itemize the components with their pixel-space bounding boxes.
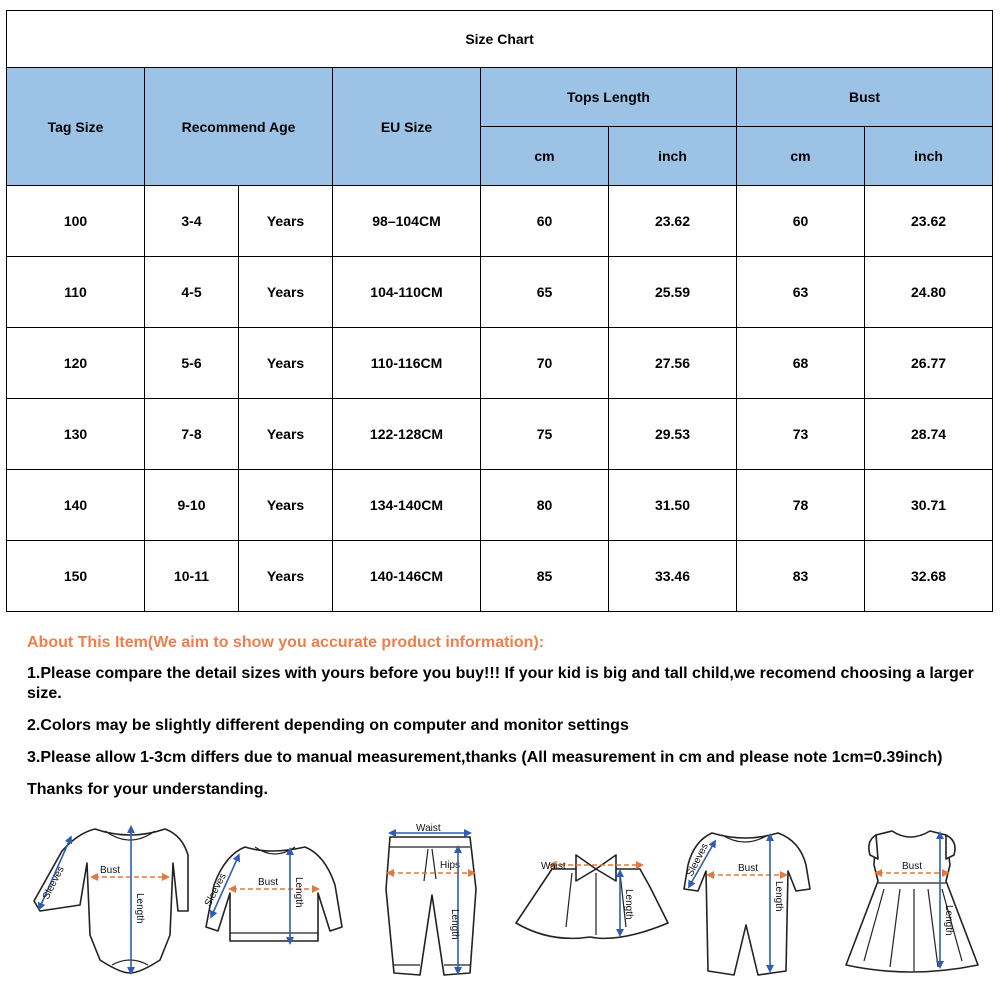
age-cell: 7-8 [145,399,239,470]
age-cell: 10-11 [145,541,239,612]
bust-inch-cell: 23.62 [865,186,993,257]
note-thanks: Thanks for your understanding. [27,781,268,798]
waist-label: Waist [541,861,566,872]
bust-cm-cell: 78 [737,470,865,541]
length-label: Length [943,905,954,936]
sleeves-label: Sleeves [684,841,711,879]
dress-illustration [846,831,978,972]
bust-inch-cell: 32.68 [865,541,993,612]
length-inch-cell: 29.53 [609,399,737,470]
bust-label: Bust [738,863,759,874]
length-inch-cell: 25.59 [609,257,737,328]
table-row [7,399,993,470]
long-sleeve-top-illustration [203,847,342,941]
age-unit-cell: Years [239,541,333,612]
length-cm-cell: 70 [481,328,609,399]
bust-cm-cell: 68 [737,328,865,399]
size-chart-table [6,10,993,612]
note-colors: 2.Colors may be slightly different depending on computer and monitor settings [27,717,629,734]
length-inch-cell: 31.50 [609,470,737,541]
bust-inch-cell: 26.77 [865,328,993,399]
age-cell: 9-10 [145,470,239,541]
age-unit-cell: Years [239,186,333,257]
header-tops-length: Tops Length [481,68,737,127]
tag-size-cell: 130 [7,399,145,470]
age-unit-cell: Years [239,328,333,399]
tutu-skirt-illustration [516,855,668,938]
eu-size-cell: 110-116CM [333,328,481,399]
age-unit-cell: Years [239,470,333,541]
bust-cm-cell: 60 [737,186,865,257]
header-recommend-age: Recommend Age [145,68,333,186]
hips-label: Hips [440,860,461,871]
bust-label: Bust [100,865,121,876]
header-bust-inch: inch [865,127,993,186]
bust-cm-cell: 63 [737,257,865,328]
bust-label: Bust [258,877,279,888]
bust-cm-cell: 73 [737,399,865,470]
age-cell: 4-5 [145,257,239,328]
bust-inch-cell: 24.80 [865,257,993,328]
eu-size-cell: 134-140CM [333,470,481,541]
length-cm-cell: 65 [481,257,609,328]
header-tag-size: Tag Size [7,68,145,186]
eu-size-cell: 98–104CM [333,186,481,257]
size-chart-title: Size Chart [7,11,993,68]
length-label: Length [293,877,304,908]
header-eu-size: EU Size [333,68,481,186]
bust-inch-cell: 30.71 [865,470,993,541]
waist-label: Waist [416,823,441,834]
age-cell: 5-6 [145,328,239,399]
length-label: Length [623,889,634,920]
note-compare-sizes: 1.Please compare the detail sizes with yours before you buy!!! If your kid is big and tall child,we recomend choosing a larger size. [27,665,974,702]
length-cm-cell: 85 [481,541,609,612]
tag-size-cell: 140 [7,470,145,541]
length-label: Length [449,909,460,940]
garment-illustrations-svg [0,815,1000,995]
romper-illustration [684,833,810,975]
eu-size-cell: 122-128CM [333,399,481,470]
length-inch-cell: 33.46 [609,541,737,612]
length-cm-cell: 75 [481,399,609,470]
table-row [7,328,993,399]
length-cm-cell: 80 [481,470,609,541]
sleeves-label: Sleeves [202,871,229,909]
length-cm-cell: 60 [481,186,609,257]
tag-size-cell: 100 [7,186,145,257]
about-item-title: About This Item(We aim to show you accurate product information): [27,634,545,651]
table-row [7,257,993,328]
bust-cm-cell: 83 [737,541,865,612]
length-label: Length [773,881,784,912]
eu-size-cell: 104-110CM [333,257,481,328]
tag-size-cell: 120 [7,328,145,399]
measurement-illustrations [0,815,1000,995]
bodysuit-illustration [34,829,188,973]
length-inch-cell: 23.62 [609,186,737,257]
header-bust: Bust [737,68,993,127]
tag-size-cell: 110 [7,257,145,328]
age-unit-cell: Years [239,399,333,470]
eu-size-cell: 140-146CM [333,541,481,612]
about-item-section [27,634,987,812]
bust-label: Bust [902,861,923,872]
length-inch-cell: 27.56 [609,328,737,399]
pants-illustration [386,823,476,975]
bust-inch-cell: 28.74 [865,399,993,470]
table-row [7,186,993,257]
table-row [7,470,993,541]
length-label: Length [134,893,145,924]
header-length-cm: cm [481,127,609,186]
note-measurement: 3.Please allow 1-3cm differs due to manual measurement,thanks (All measurement in cm and please note 1cm=0.39inch) [27,749,943,766]
header-bust-cm: cm [737,127,865,186]
header-length-inch: inch [609,127,737,186]
age-unit-cell: Years [239,257,333,328]
table-row [7,541,993,612]
tag-size-cell: 150 [7,541,145,612]
age-cell: 3-4 [145,186,239,257]
sleeves-label: Sleeves [40,864,67,902]
